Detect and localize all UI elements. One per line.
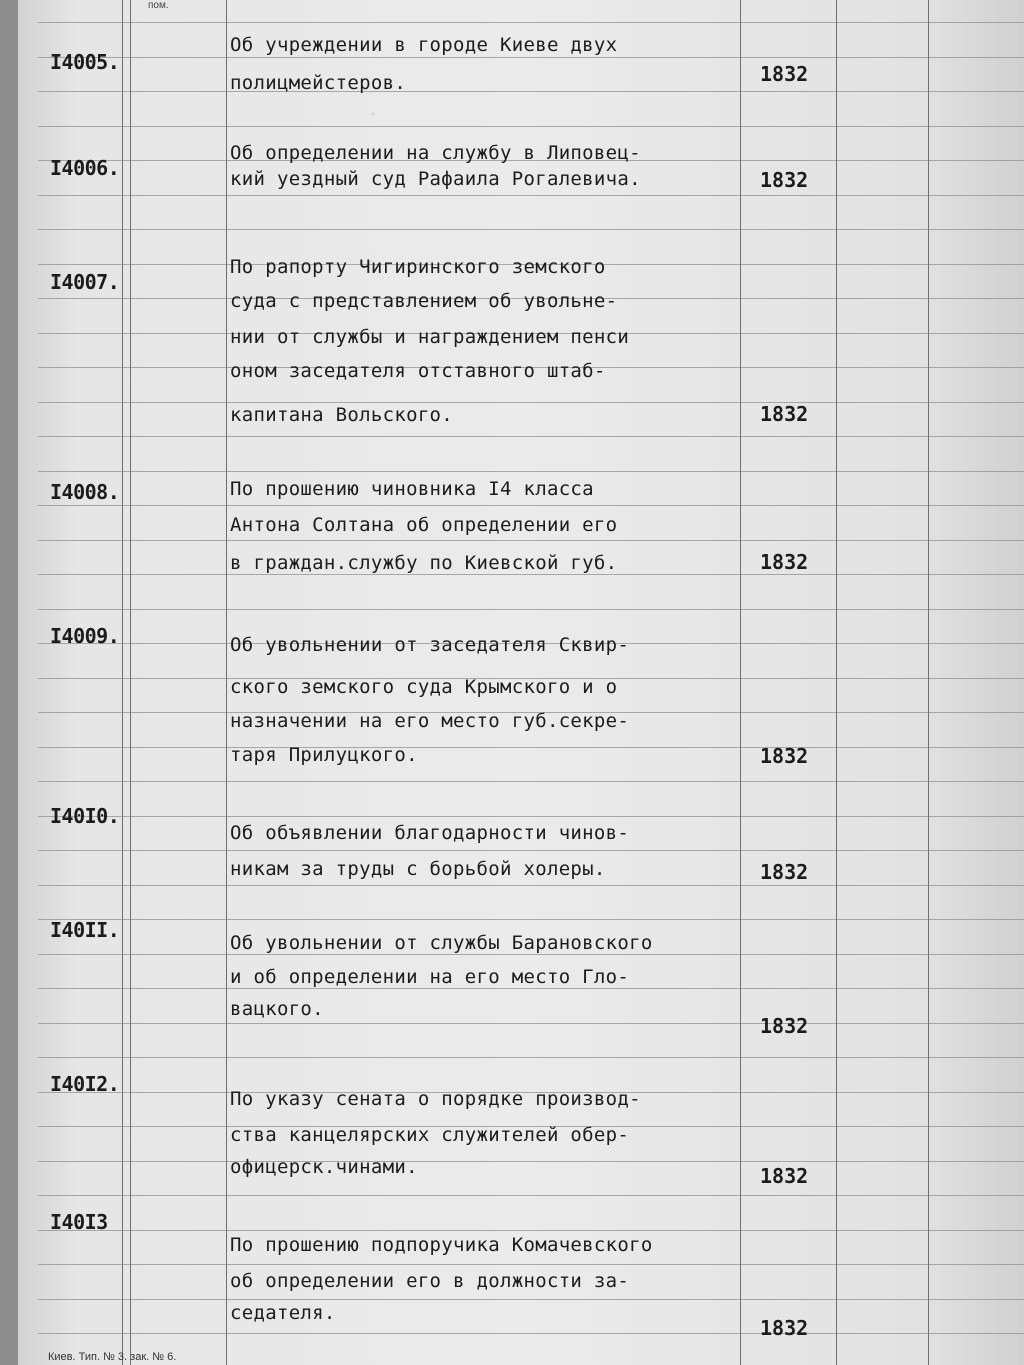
ruled-line	[38, 402, 1024, 403]
entry-line: ского земского суда Крымского и о	[230, 676, 618, 698]
entry-year: 1832	[760, 62, 809, 86]
ruled-line	[38, 574, 1024, 575]
ruled-line	[38, 919, 1024, 920]
entry-line: седателя.	[230, 1302, 336, 1324]
entry-number: I40II.	[50, 918, 120, 942]
entry-line: Антона Солтана об определении его	[230, 514, 618, 536]
entry-line: оном заседателя отставного штаб-	[230, 360, 606, 382]
entry-line: и об определении на его место Гло-	[230, 966, 630, 988]
entry-year: 1832	[760, 402, 809, 426]
column-line-notes	[928, 0, 929, 1365]
entry-number: I4007.	[50, 270, 120, 294]
entry-line: нии от службы и награждением пенси	[230, 326, 630, 348]
ruled-line	[38, 885, 1024, 886]
entry-number: I4006.	[50, 156, 120, 180]
entry-line: назначении на его место губ.секре-	[230, 710, 630, 732]
entry-number: I4009.	[50, 624, 120, 648]
bleed-through: .	[368, 100, 379, 120]
ruled-line	[38, 850, 1024, 851]
ruled-line	[38, 1195, 1024, 1196]
entry-year: 1832	[760, 1014, 809, 1038]
entry-number: I4008.	[50, 480, 120, 504]
column-line-year-2	[836, 0, 837, 1365]
ruled-line	[38, 195, 1024, 196]
entry-line: По прошению подпоручика Комачевского	[230, 1234, 653, 1256]
entry-line: полицмейстеров.	[230, 72, 407, 94]
entry-line: Об увольнении от заседателя Сквир-	[230, 634, 630, 656]
entry-line: капитана Вольского.	[230, 404, 454, 426]
ruled-line	[38, 1299, 1024, 1300]
entry-number: I40I2.	[50, 1072, 120, 1096]
entry-number: I40I3	[50, 1210, 108, 1234]
entry-number: I4005.	[50, 50, 120, 74]
ruled-line	[38, 781, 1024, 782]
archive-page	[18, 0, 1024, 1365]
ruled-line	[38, 609, 1024, 610]
ruled-line	[38, 1057, 1024, 1058]
entry-line: никам за труды с борьбой холеры.	[230, 858, 606, 880]
header-cut-text: пом.	[148, 0, 169, 11]
ruled-line	[38, 954, 1024, 955]
ruled-line	[38, 1161, 1024, 1162]
entry-line: вацкого.	[230, 998, 324, 1020]
ruled-line	[38, 1333, 1024, 1334]
ruled-line	[38, 229, 1024, 230]
ruled-line	[38, 436, 1024, 437]
entry-line: Об учреждении в городе Киеве двух	[230, 34, 618, 56]
entry-line: По рапорту Чигиринского земского	[230, 256, 606, 278]
entry-line: офицерск.чинами.	[230, 1156, 418, 1178]
entry-year: 1832	[760, 168, 809, 192]
entry-year: 1832	[760, 744, 809, 768]
ruled-line	[38, 816, 1024, 817]
entry-line: в граждан.службу по Киевской губ.	[230, 552, 618, 574]
column-line-number	[122, 0, 123, 1365]
entry-line: кий уездный суд Рафаила Рогалевича.	[230, 168, 641, 190]
entry-line: об определении его в должности за-	[230, 1270, 630, 1292]
ruled-line	[38, 505, 1024, 506]
ruled-line	[38, 91, 1024, 92]
ruled-line	[38, 1023, 1024, 1024]
ruled-line	[38, 471, 1024, 472]
entry-line: суда с представлением об увольне-	[230, 290, 618, 312]
entry-year: 1832	[760, 860, 809, 884]
entry-line: По указу сената о порядке производ-	[230, 1088, 641, 1110]
ruled-line	[38, 126, 1024, 127]
entry-number: I40I0.	[50, 804, 120, 828]
entry-line: Об объявлении благодарности чинов-	[230, 822, 630, 844]
column-line-number-2	[130, 0, 131, 1365]
ruled-line	[38, 988, 1024, 989]
entry-line: Об определении на службу в Липовец-	[230, 142, 641, 164]
print-footer: Киев. Тип. № 3. зак. № 6.	[48, 1351, 177, 1363]
entry-year: 1832	[760, 1316, 809, 1340]
ruled-line	[38, 540, 1024, 541]
ruled-line	[38, 57, 1024, 58]
column-line-title	[226, 0, 227, 1365]
entry-year: 1832	[760, 550, 809, 574]
ruled-line	[38, 1264, 1024, 1265]
column-line-year	[740, 0, 741, 1365]
entry-line: По прошению чиновника I4 класса	[230, 478, 594, 500]
ruled-line	[38, 1230, 1024, 1231]
ruled-line	[38, 747, 1024, 748]
entry-line: таря Прилуцкого.	[230, 744, 418, 766]
entry-line: Об увольнении от службы Барановского	[230, 932, 653, 954]
entry-year: 1832	[760, 1164, 809, 1188]
entry-line: ства канцелярских служителей обер-	[230, 1124, 630, 1146]
ruled-line	[38, 22, 1024, 23]
